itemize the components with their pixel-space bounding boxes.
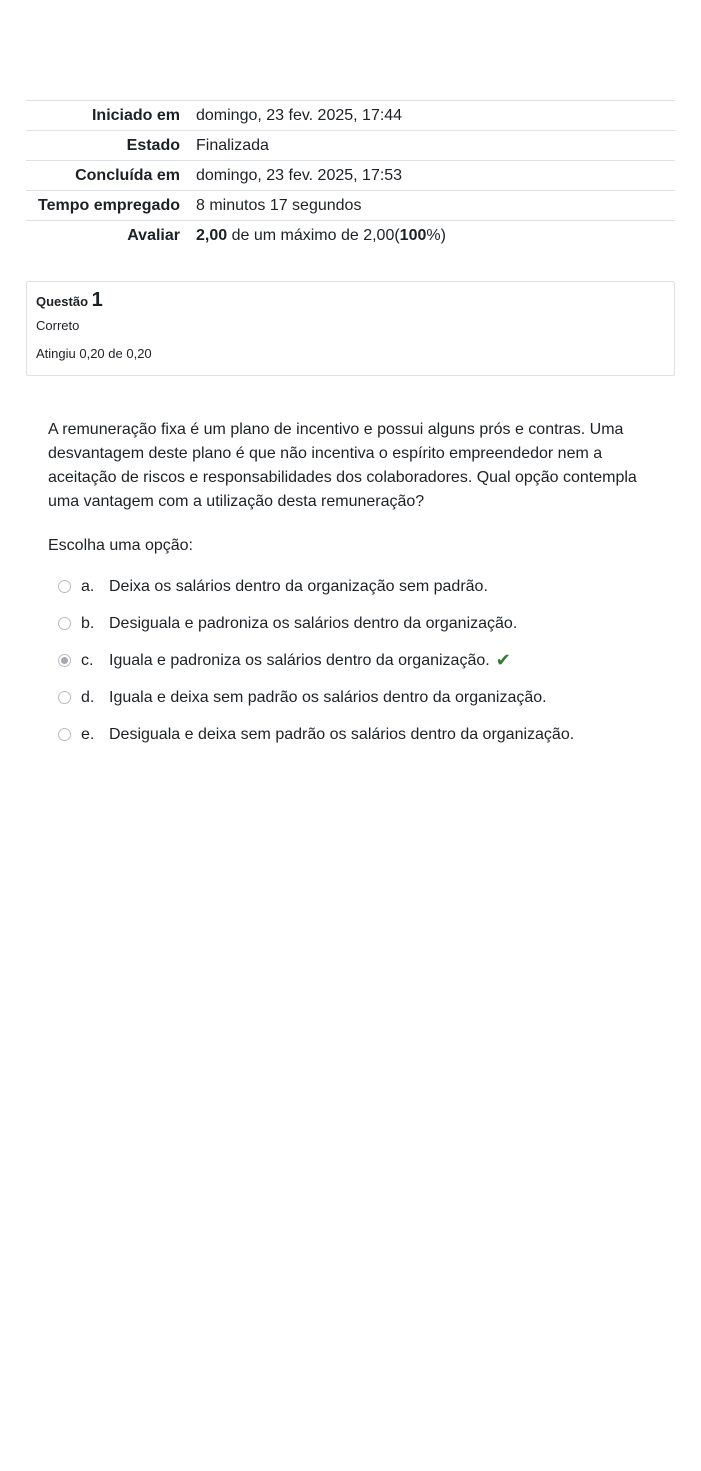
grade-text-end: %) (426, 227, 446, 244)
answer-text: Iguala e padroniza os salários dentro da organização. (109, 651, 490, 669)
summary-value: domingo, 23 fev. 2025, 17:53 (196, 167, 403, 184)
grade-text: de um máximo de 2,00( (231, 227, 400, 244)
answer-text: Deixa os salários dentro da organização sem padrão. (109, 577, 488, 595)
radio-button[interactable] (58, 691, 71, 704)
question-label: Questão (36, 294, 89, 309)
answer-option-b[interactable] (48, 605, 638, 642)
summary-row-completed (26, 161, 675, 191)
radio-button[interactable] (58, 617, 71, 630)
answer-list (48, 568, 638, 753)
answer-option-a[interactable] (48, 568, 638, 605)
answer-letter: a. (81, 577, 95, 595)
radio-button-selected[interactable] (58, 654, 71, 667)
check-icon: ✔ (495, 650, 511, 670)
answer-option-d[interactable] (48, 679, 638, 716)
radio-button[interactable] (58, 728, 71, 741)
summary-row-time (26, 191, 675, 221)
attempt-summary-table (26, 100, 675, 250)
answer-letter: e. (81, 725, 95, 743)
answer-text: Desiguala e padroniza os salários dentro da organização. (109, 614, 518, 632)
question-number-value: 1 (91, 289, 103, 311)
summary-value: 8 minutos 17 segundos (196, 197, 362, 214)
answer-option-c[interactable] (48, 642, 638, 679)
summary-label: Iniciado em (91, 107, 180, 124)
grade-score: 2,00 (196, 227, 228, 244)
radio-button[interactable] (58, 580, 71, 593)
question-grade: Atingiu 0,20 de 0,20 (36, 346, 152, 361)
answer-prompt: Escolha uma opção: (48, 537, 193, 554)
grade-percent: 100 (399, 227, 427, 244)
summary-row-state (26, 131, 675, 161)
summary-row-grade (26, 221, 675, 251)
summary-label: Concluída em (75, 167, 180, 184)
answer-letter: c. (81, 651, 94, 669)
summary-label: Avaliar (127, 227, 180, 244)
summary-value: Finalizada (196, 137, 269, 154)
question-number (36, 290, 665, 312)
question-text: A remuneração fixa é um plano de incentivo e possui alguns prós e contras. Uma desvantagem deste plano é que não incentiva o espírito empreendedor nem a aceitação de riscos e responsabilidades dos colaboradores. Qual opção contempla uma vantagem com a utilização desta remuneração? (48, 421, 637, 510)
answer-text: Desiguala e deixa sem padrão os salários dentro da organização. (109, 725, 575, 743)
answer-letter: b. (81, 614, 95, 632)
summary-value (188, 221, 675, 251)
question-state: Correto (36, 318, 80, 333)
question-content (48, 418, 638, 753)
question-info-box (26, 281, 675, 376)
answer-letter: d. (81, 688, 95, 706)
summary-value: domingo, 23 fev. 2025, 17:44 (196, 107, 403, 124)
summary-label: Tempo empregado (38, 197, 180, 214)
answer-option-e[interactable] (48, 716, 638, 753)
answer-text: Iguala e deixa sem padrão os salários dentro da organização. (109, 688, 547, 706)
summary-row-started (26, 101, 675, 131)
summary-label: Estado (126, 137, 180, 154)
